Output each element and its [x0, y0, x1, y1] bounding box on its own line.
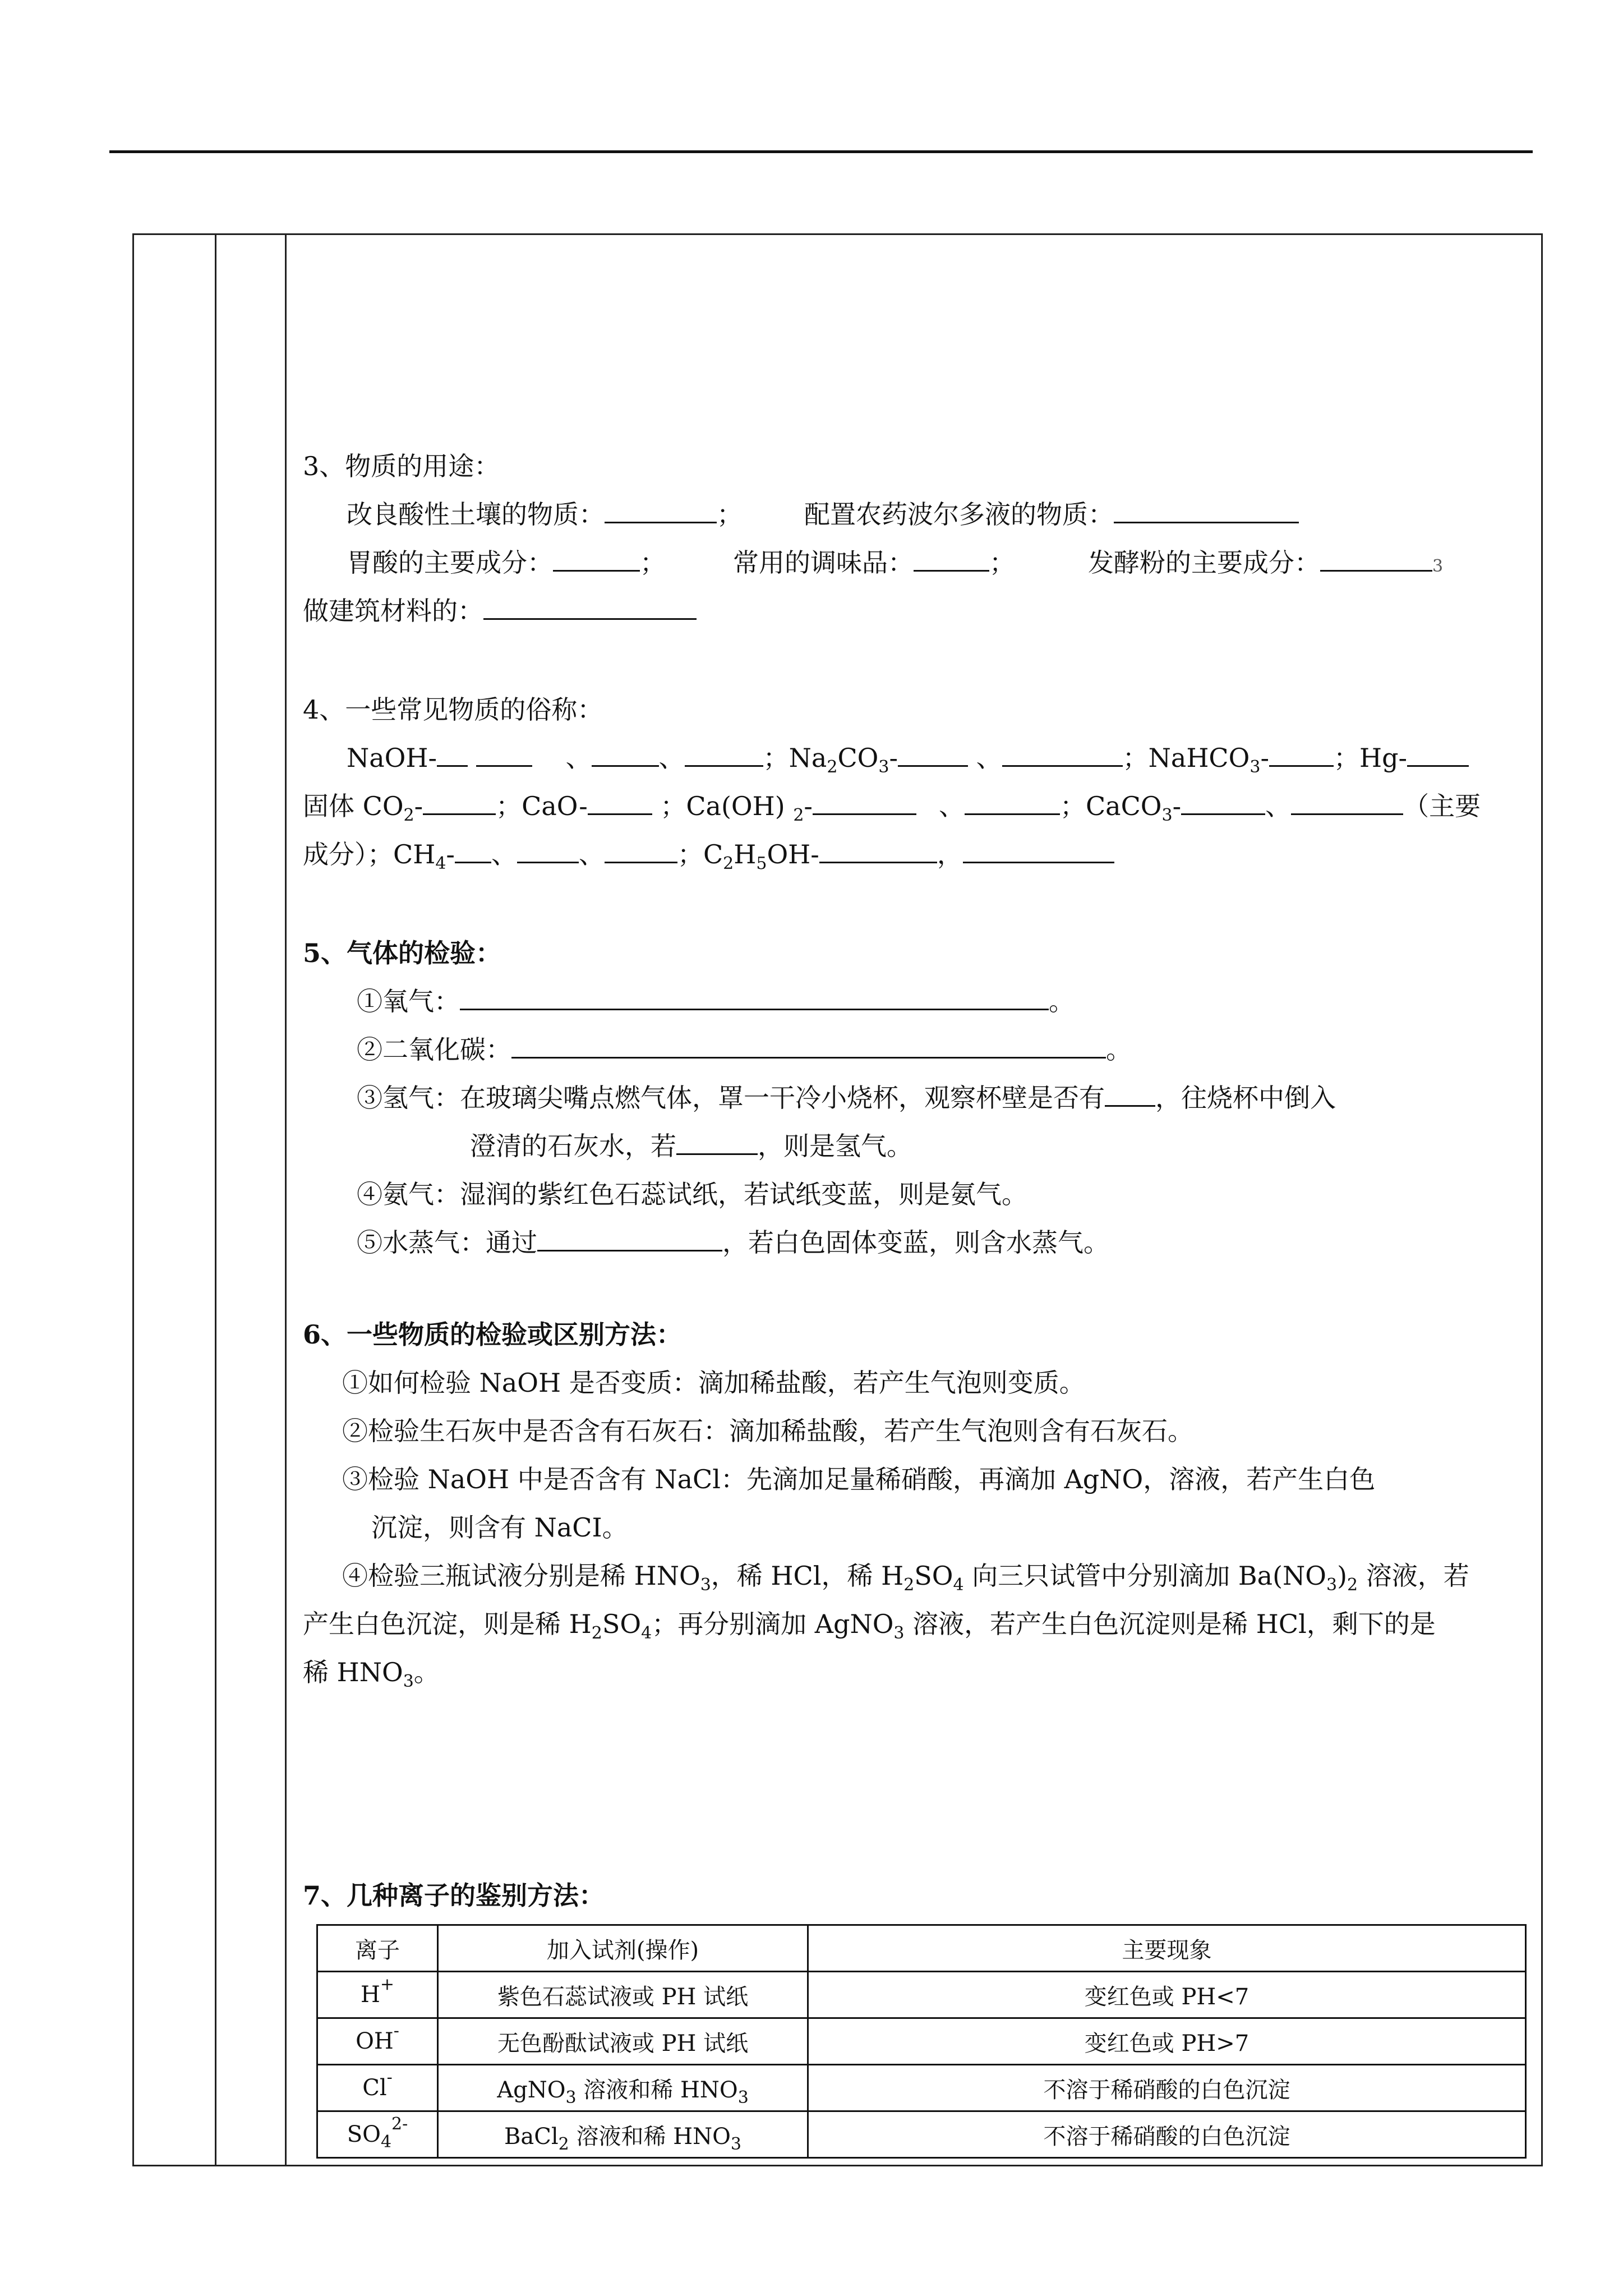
phenomenon-cell: 变红色或 PH>7	[808, 2018, 1526, 2065]
blank	[898, 738, 968, 767]
blank	[819, 835, 937, 863]
s6-item4-end: 稀 $HNO_3$。	[303, 1657, 440, 1691]
blank	[1105, 1078, 1155, 1107]
blank	[553, 543, 640, 572]
phenomenon-cell: 不溶于稀硝酸的白色沉淀	[808, 2065, 1526, 2111]
header-rule	[109, 150, 1533, 153]
s5-hydrogen-cont: 澄清的石灰水，若 ，则是氢气。	[470, 1121, 912, 1171]
s3-line2: 胃酸的主要成分： ； 常用的调味品： ； 发酵粉的主要成分： 3	[347, 537, 1443, 592]
blank	[1320, 543, 1432, 572]
blank	[605, 835, 677, 863]
phenomenon-cell: 变红色或 PH<7	[808, 1972, 1526, 2018]
s5-title: 5、气体的检验：	[303, 938, 502, 968]
s4-line2: 固体 $CO_2-$ ；CaO- ；Ca(OH) $_2$- 、 ；CaCO$_3$- 、 （主要	[303, 781, 1481, 831]
blank	[588, 786, 652, 815]
s5-hydrogen: ③氢气：在玻璃尖嘴点燃气体，罩一干冷小烧杯，观察杯壁是否有 ，往烧杯中倒入	[357, 1073, 1336, 1123]
ion-cell: OH-	[317, 2018, 438, 2065]
ion-cell: H+	[317, 1972, 438, 2018]
blank	[685, 738, 763, 767]
blank	[963, 835, 1114, 863]
blank	[1269, 738, 1334, 767]
table-row	[317, 2111, 1526, 2158]
page-number: 3	[1432, 556, 1444, 576]
s6-title: 6、一些物质的检验或区别方法：	[303, 1319, 683, 1350]
blank	[1114, 495, 1299, 523]
blank	[476, 738, 532, 767]
blank	[537, 1223, 722, 1251]
table-header-row	[317, 1925, 1526, 1972]
blank	[517, 835, 579, 863]
reagent-cell: BaCl$_2$ 溶液和稀 $HNO_3$	[438, 2111, 808, 2158]
s4-line3: 成分）；$CH_4-$ 、 、 ；$C_2H_5OH-$ ，	[303, 829, 1114, 880]
s7-title: 7、几种离子的鉴别方法：	[303, 1880, 605, 1911]
blank	[1181, 786, 1265, 815]
blank	[1002, 738, 1123, 767]
phenomenon-cell: 不溶于稀硝酸的白色沉淀	[808, 2111, 1526, 2158]
s3-line1: 改良酸性土壤的物质： ； 配置农药波尔多液的物质：	[347, 489, 1299, 540]
s4-title: 4、一些常见物质的俗称：	[303, 694, 603, 725]
table-row	[317, 2018, 1526, 2065]
s3-line3: 做建筑材料的：	[303, 586, 697, 636]
reagent-cell: 紫色石蕊试液或 PH 试纸	[438, 1972, 808, 2018]
blank	[813, 786, 916, 815]
blank	[1407, 738, 1469, 767]
ion-cell: Cl-	[317, 2065, 438, 2111]
blank	[423, 786, 496, 815]
s5-co2: ②二氧化碳： 。	[357, 1024, 1132, 1075]
ion-cell: $SO_4^{2-}$	[317, 2111, 438, 2158]
blank	[483, 591, 697, 620]
blank	[1291, 786, 1403, 815]
blank	[914, 543, 989, 572]
column-divider-2	[285, 233, 287, 2166]
ion-identification-table	[316, 1924, 1527, 2159]
s3-title: 3、物质的用途：	[303, 451, 500, 481]
blank	[592, 738, 659, 767]
s5-oxygen: ①氧气： 。	[357, 976, 1075, 1027]
s5-water-vapor: ⑤水蒸气：通过 ，若白色固体变蓝，则含水蒸气。	[357, 1217, 1109, 1268]
s5-ammonia: ④氨气：湿润的紫红色石蕊试纸，若试纸变蓝，则是氨气。	[357, 1179, 1027, 1209]
blank	[460, 982, 1049, 1010]
blank	[511, 1030, 1106, 1059]
s6-item1: ①如何检验 NaOH 是否变质：滴加稀盐酸，若产生气泡则变质。	[342, 1368, 1085, 1398]
header-reagent: 加入试剂(操作)	[438, 1925, 808, 1972]
header-phenomenon: 主要现象	[808, 1925, 1526, 1972]
s6-item4: ④检验三瓶试液分别是稀 $HNO_3$，稀 HCl，稀 $H_2SO_4$ 向三只试管中分别滴加 $Ba(NO_3)_2$ 溶液，若	[342, 1561, 1469, 1595]
reagent-cell: AgNO$_3$ 溶液和稀 $HNO_3$	[438, 2065, 808, 2111]
s6-item3: ③检验 NaOH 中是否含有 NaCl：先滴加足量稀硝酸，再滴加 AgNO，溶液，若产生白色	[342, 1464, 1376, 1494]
s4-line1: NaOH- 、 、 ；$Na_2CO_3-$ 、 ；NaHCO$_3$- ；Hg-	[347, 733, 1469, 783]
table-row	[317, 1972, 1526, 2018]
s6-item4-cont: 产生白色沉淀，则是稀 $H_2SO_4$；再分别滴加 AgNO$_3$ 溶液，若产生白色沉淀则是稀 HCl，剩下的是	[303, 1609, 1436, 1643]
header-ion: 离子	[317, 1925, 438, 1972]
blank	[676, 1126, 758, 1155]
blank	[455, 835, 491, 863]
blank	[965, 786, 1060, 815]
blank	[605, 495, 717, 523]
s6-item2: ②检验生石灰中是否含有石灰石：滴加稀盐酸，若产生气泡则含有石灰石。	[342, 1416, 1193, 1446]
column-divider-1	[215, 233, 216, 2166]
table-row	[317, 2065, 1526, 2111]
blank	[437, 738, 468, 767]
s6-item3-cont: 沉淀，则含有 NaCI。	[371, 1512, 628, 1543]
reagent-cell: 无色酚酞试液或 PH 试纸	[438, 2018, 808, 2065]
